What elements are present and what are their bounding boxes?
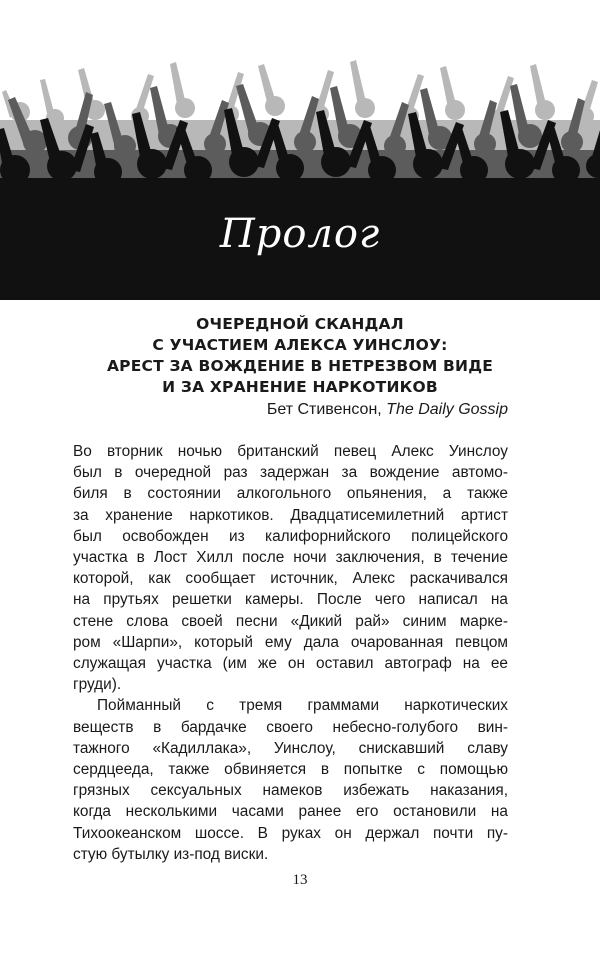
text-line: стую бутылку из-под виски.	[73, 845, 269, 863]
text-line: на прутьях решетки камеры. После чего написал на	[73, 591, 508, 609]
text-line: грязных сексуальных намеков избежать наказания,	[73, 782, 508, 800]
text-line: был освобожден из калифорнийского полицейского	[73, 527, 508, 545]
headline-line: С УЧАСТИЕМ АЛЕКСА УИНСЛОУ:	[152, 336, 448, 354]
text-line: Во вторник ночью британский певец Алекс Уинслоу	[73, 443, 508, 460]
headline-line: АРЕСТ ЗА ВОЖДЕНИЕ В НЕТРЕЗВОМ ВИДЕ	[106, 357, 494, 375]
text-line: биля в состоянии алкогольного опьянения, а также	[73, 485, 508, 503]
text-line: сердцееда, также обвиняется в попытке с помощью	[73, 761, 508, 779]
text-line: за хранение наркотиков. Двадцатисемилетний артист	[73, 506, 508, 524]
page-number: 13	[292, 872, 308, 888]
text-line: тажного «Кадиллака», Уинслоу, снискавший славу	[73, 739, 508, 757]
text-line: когда несколькими часами ранее его остановили на	[73, 803, 508, 821]
byline-publication: The Daily Gossip	[386, 401, 508, 418]
article-body	[73, 441, 508, 865]
article-byline	[267, 400, 508, 420]
chapter-title: Пролог	[219, 211, 381, 257]
text-line: ром «Шарпи», который ему дала очарованная певцом	[73, 633, 508, 651]
byline-author: Бет Стивенсон,	[266, 401, 382, 418]
headline-line: ОЧЕРЕДНОЙ СКАНДАЛ	[196, 315, 404, 333]
text-line: стене слова своей песни «Дикий рай» синим марке-	[73, 612, 508, 630]
text-line: служащая участка (им же он оставил автограф на ее	[73, 655, 508, 673]
text-line: был в очередной раз задержан за вождение автомо-	[73, 464, 508, 482]
headline-line: И ЗА ХРАНЕНИЕ НАРКОТИКОВ	[162, 378, 438, 396]
text-line: Пойманный с тремя граммами наркотических	[97, 697, 508, 715]
text-line: участка в Лост Хилл после ночи заключения, в течение	[73, 549, 508, 567]
text-line: которой, как сообщает источник, Алекс раскачивался	[73, 570, 508, 588]
text-line: Тихоокеанском шоссе. В руках он держал почти пу-	[73, 824, 508, 842]
text-line: груди).	[73, 676, 122, 694]
paragraph	[73, 695, 508, 865]
text-line: веществ в бардачке своего небесно-голубого вин-	[73, 718, 508, 736]
paragraph	[73, 441, 508, 695]
article-headline	[80, 314, 520, 398]
